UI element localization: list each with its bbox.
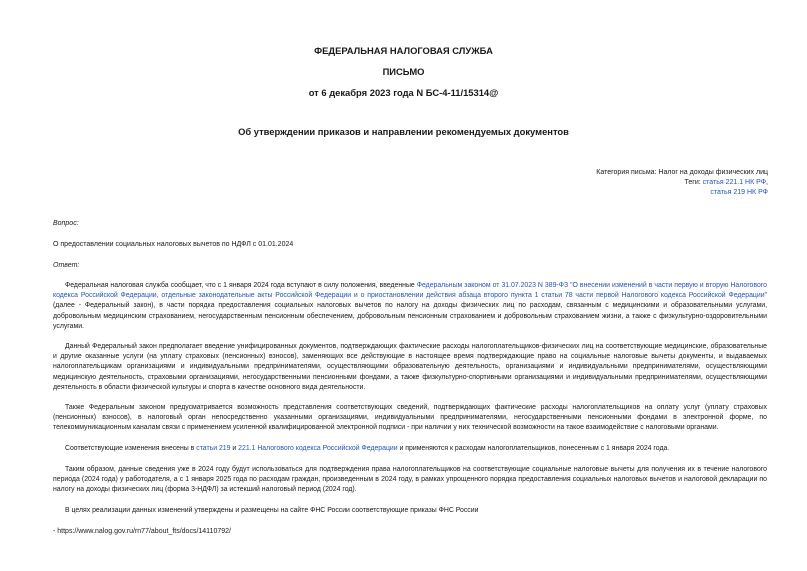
document-date-number: от 6 декабря 2023 года N БС-4-11/15314@ (308, 87, 499, 98)
paragraph-text: (далее - Федеральный закон), в части порядка предоставления социальных налоговых вычетов по налогу на доходы физических лиц по расходам, связанным с медицинскими и образовательными услугами, добровольным медицинским страхованием, негосударственным пенсионным обеспечением, добровольным пенсионным страхованием и добровольным страхованием жизни, а также с физкультурно-оздоровительными услугами. (53, 302, 767, 330)
federal-law-link[interactable]: Федеральным законом от 31.07.2023 N 389-ФЗ "О внесении изменений в части первую и вторую Налогового кодекса Российской Федерации, отдельные законодательные акты Российской Федерации и о приостановлении действия абзаца второго пункта 1 статьи 78 части первой Налогового кодекса Российской Федерации" (53, 282, 767, 300)
question-text: О предоставлении социальных налоговых вычетов по НДФЛ с 01.01.2024 (53, 241, 294, 248)
answer-paragraph-3: Также Федеральным законом предусматривается возможность представления соответствующих сведений, подтверждающих фактические расходы налогоплательщиков на оплату услуг (уплату страховых (пенсионных) взносов), в налоговый орган непосредственно указанными организациями, индивидуальными предпринимателями, негосударственными пенсионными фондами в электронной форме, по телекоммуникационным каналам связи с применением усиленной квалифицированной электронной подписи - при наличии у них технической возможности на такое взаимодействие с налоговыми органами. (53, 404, 767, 432)
fns-orders-url[interactable]: - https://www.nalog.gov.ru/rn77/about_fts/docs/14110792/ (53, 528, 231, 535)
paragraph-text: и (230, 445, 239, 452)
tag-link-221-1[interactable]: статья 221.1 НК РФ (702, 179, 767, 186)
question-label: Вопрос: (53, 220, 79, 227)
agency-title: ФЕДЕРАЛЬНАЯ НАЛОГОВАЯ СЛУЖБА (314, 45, 493, 56)
tags-label: Теги: (684, 179, 703, 186)
tags-separator: , (766, 179, 768, 186)
answer-paragraph-5: Таким образом, данные сведения уже в 2024 году будут использоваться для подтверждения права налогоплательщиков на соответствующие социальные налоговые вычеты для получения их в течение налогового периода (2024 года) у работодателя, а с 1 января 2025 года по расходам граждан, произведенным в 2024 году, в рамках упрощенного порядка предоставления социальных налоговых вычетов и налоговой декларации по налогу на доходы физических лиц (форма 3-НДФЛ) за истекший налоговый период (2024 год). (53, 466, 767, 494)
answer-paragraph-4 (53, 444, 767, 454)
document-type: ПИСЬМО (382, 66, 425, 77)
answer-paragraph-6: В целях реализации данных изменений утверждены и размещены на сайте ФНС России соответствующие приказы ФНС России (65, 507, 479, 514)
answer-paragraph-1 (53, 281, 767, 332)
paragraph-text: и применяются к расходам налогоплательщиков, понесенным с 1 января 2024 года. (397, 445, 670, 452)
paragraph-text: Соответствующие изменения внесены в (65, 445, 197, 452)
article-219-link[interactable]: статьи 219 (196, 445, 231, 452)
article-221-1-link[interactable]: 221.1 Налогового кодекса Российской Федерации (238, 445, 398, 452)
document-subject: Об утверждении приказов и направлении рекомендуемых документов (238, 126, 569, 137)
tag-link-219[interactable]: статья 219 НК РФ (710, 189, 768, 196)
answer-label: Ответ: (53, 262, 80, 269)
letter-tags-second (710, 188, 768, 198)
answer-paragraph-2: Данный Федеральный закон предполагает введение унифицированных документов, подтверждающих фактические расходы налогоплательщиков-физических лиц на соответствующие медицинские, образовательные и другие оказанные услуги (на уплату страховых (пенсионных) взносов), заменяющих все действующие в настоящее время подтверждающие право на социальные налоговые вычеты документы, и выдаваемых налогоплательщикам организациями и индивидуальными предпринимателями, осуществляющими образовательную деятельность, организациями и индивидуальными предпринимателями, осуществляющими медицинскую деятельность, страховыми организациями, негосударственными пенсионными фондами, а также физкультурно-спортивными организациями и индивидуальными предпринимателями, осуществляющими деятельность в области физической культуры и спорта в качестве основного вида деятельности. (53, 343, 767, 391)
paragraph-text: Федеральная налоговая служба сообщает, что с 1 января 2024 года вступают в силу положения, введенные (65, 282, 417, 289)
letter-tags (684, 178, 768, 188)
letter-category: Категория письма: Налог на доходы физических лиц (596, 169, 768, 176)
